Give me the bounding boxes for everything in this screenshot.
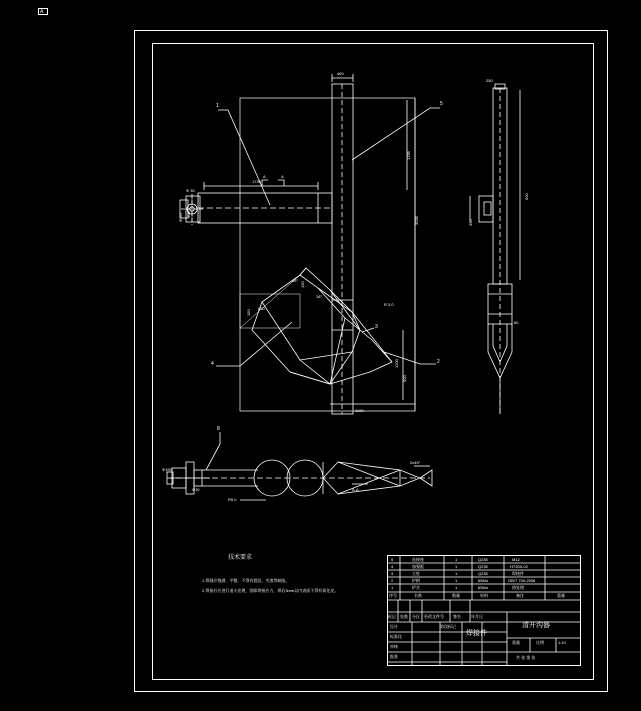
bom-row-no: 5 <box>391 557 394 562</box>
dim-side-250: 250 <box>486 78 493 83</box>
balloon-4: 4 <box>211 361 214 367</box>
bom-row-note: 焊接件 <box>512 571 524 576</box>
field-date-label: 年月日 <box>471 614 483 619</box>
bom-row-material: 65Mn <box>478 585 489 590</box>
bom-row-name: 铲柄 <box>412 578 420 583</box>
balloon-3: 3 <box>375 324 378 330</box>
field-zone-label: 分区 <box>412 614 420 619</box>
note-line-1: 1.焊缝应饱满、平整，不得有裂纹、夹渣等缺陷。 <box>202 578 290 583</box>
field-proportion-value: 1:10 <box>558 640 566 645</box>
bom-row-qty: 1 <box>455 564 458 569</box>
bom-header-qty: 数量 <box>452 593 460 598</box>
bom-row-note: GB/T 700-2006 <box>508 578 536 583</box>
bom-row-no: 2 <box>391 578 394 583</box>
bom-row-name: 加强板 <box>412 564 424 569</box>
dim-front-angle-18: 18° <box>316 294 323 299</box>
dim-top-2x45: 2x45° <box>410 460 421 465</box>
dim-front-1730: 1730 <box>252 179 261 184</box>
bom-header-weight: 重量 <box>557 593 565 598</box>
dim-front-1785: 1785 <box>406 151 411 160</box>
dim-top-aa: A-A <box>352 487 359 492</box>
balloon-1: 1 <box>216 103 219 109</box>
field-sheet-label: 共 张 第 张 <box>516 655 536 660</box>
bom-row-qty: 1 <box>455 585 458 590</box>
bom-header-name: 名称 <box>414 593 422 598</box>
dim-side-350: 350 <box>468 219 473 226</box>
dim-side-900: 900 <box>524 193 529 200</box>
bom-row-no: 4 <box>391 564 394 569</box>
dim-front-1200: 1200 <box>394 359 399 368</box>
bom-header-material: 材料 <box>480 593 488 598</box>
dim-front-650: 650 <box>258 306 265 311</box>
dim-front-d30: Φ 30 <box>186 188 195 193</box>
bom-header-no: 序号 <box>389 593 397 598</box>
dim-top-r5h: R5 h <box>228 497 237 502</box>
bom-row-material: Q235 <box>478 564 488 569</box>
dim-front-1100: 1100 <box>355 408 364 413</box>
dim-front-d50: Φ 50 <box>178 213 183 222</box>
bom-row-qty: 1 <box>455 578 458 583</box>
corner-mark-label: A <box>40 9 44 15</box>
bom-row-no: 1 <box>391 585 394 590</box>
balloon-5: 5 <box>440 101 443 107</box>
bom-row-no: 3 <box>391 571 394 576</box>
dim-top-d150: Φ150 <box>162 467 172 472</box>
field-approve-label: 批准 <box>390 654 398 659</box>
field-standard-label: 标准化 <box>390 634 402 639</box>
field-sign-label: 签名 <box>453 614 461 619</box>
bom-row-name: 立柱 <box>412 571 420 576</box>
dim-front-angle-45: 45° <box>292 278 299 283</box>
bom-row-name: 连接座 <box>412 557 424 562</box>
bom-row-note: HT200-02 <box>510 564 528 569</box>
bom-row-name: 铲尖 <box>412 585 420 590</box>
note-line-2: 2.焊接后应进行退火处理，消除焊接应力，焊后3mm以内表面不得有氧化皮。 <box>202 588 339 593</box>
titleblock-drawing-title: 焊接件 <box>466 630 487 637</box>
field-design-label: 设计 <box>390 624 398 629</box>
bom-row-note: 热处理 <box>512 585 524 590</box>
field-scale-label: 比例 <box>536 640 544 645</box>
bom-row-qty: 1 <box>455 571 458 576</box>
balloon-2: 2 <box>437 359 440 365</box>
bom-row-note: M12 <box>512 557 520 562</box>
dim-front-150: 150 <box>246 309 251 316</box>
dim-front-3035: 3035 <box>414 216 419 225</box>
bom-header-note: 备注 <box>516 593 524 598</box>
dim-front-r30: R 3.0 <box>384 302 394 307</box>
dim-top-d30: Φ30 <box>192 487 200 492</box>
bom-row-qty: 1 <box>455 557 458 562</box>
dim-front-300: 300 <box>186 211 191 218</box>
notes-title: 技术要求 <box>228 555 253 561</box>
dim-front-130: 130 <box>300 281 305 288</box>
field-stage-label: 阶段标记 <box>440 624 456 629</box>
field-count-label: 处数 <box>400 614 408 619</box>
field-weight-label: 重量 <box>512 640 520 645</box>
field-mark-label: 标记 <box>388 614 396 619</box>
dim-front-460: 460 <box>337 71 344 76</box>
bom-row-material: 65Mn <box>478 578 489 583</box>
field-review-label: 审核 <box>390 644 398 649</box>
dim-front-500: 500 <box>402 375 407 382</box>
titleblock-part-title: 清开沟器 <box>522 622 550 629</box>
section-label-a2-front: A <box>281 174 284 179</box>
field-changefile-label: 更改文件号 <box>424 614 444 619</box>
dim-side-60: 60 <box>514 320 519 325</box>
bom-row-material: Q235 <box>478 571 488 576</box>
balloon-8: 8 <box>217 426 220 432</box>
bom-row-material: Q235 <box>478 557 488 562</box>
section-label-a-front: A <box>263 174 266 179</box>
